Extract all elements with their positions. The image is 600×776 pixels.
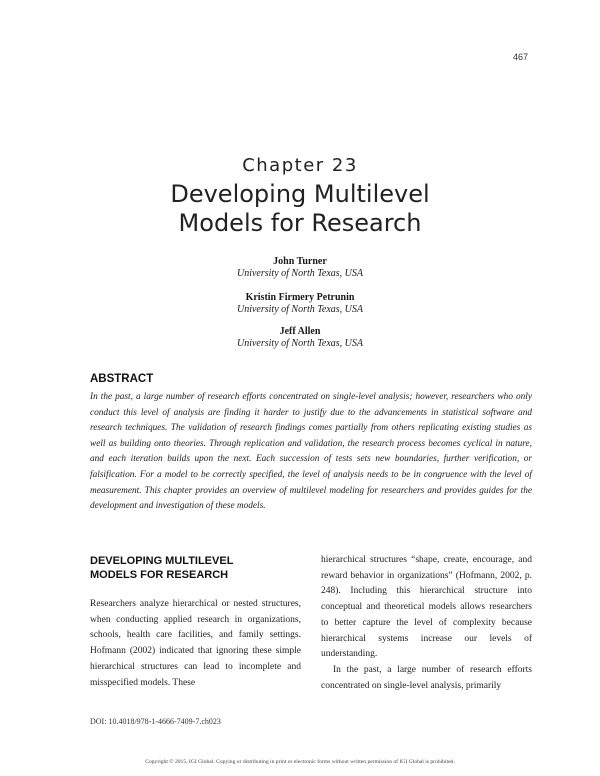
body-paragraph: In the past, a large number of research efforts concentrated on single-level analysis, primarily: [321, 664, 532, 691]
section-heading-line: DEVELOPING MULTILEVEL: [90, 555, 234, 567]
chapter-title-line: Models for Research: [178, 209, 422, 237]
author-affiliation: University of North Texas, USA: [236, 338, 363, 349]
section-heading: [90, 554, 290, 582]
section-heading-line: MODELS FOR RESEARCH: [90, 569, 229, 581]
doi-text: DOI: 10.4018/978-1-4666-7409-7.ch023: [90, 717, 221, 726]
chapter-title-line: Developing Multilevel: [170, 180, 430, 208]
body-column-left: [90, 597, 301, 691]
body-column-right: [321, 553, 532, 694]
chapter-title: [0, 180, 600, 238]
author-name: Kristin Firmery Petrunin: [245, 292, 355, 303]
body-paragraph: hierarchical structures “shape, create, encourage, and reward behavior in organizations” (Hofmann, 2002, p. 248). Including this hierarchical structure into conceptual and theoretical models allows researchers to better capture the level of complexity because hierarchical systems increase our levels of understanding.: [321, 555, 532, 660]
chapter-label: Chapter 23: [242, 155, 358, 176]
author-name: John Turner: [273, 256, 327, 267]
page-number: 467: [512, 52, 528, 62]
copyright-notice: Copyright © 2015, IGI Global. Copying or distributing in print or electronic forms without written permission of IGI Global is prohibited.: [145, 759, 455, 765]
author-block: [0, 292, 600, 316]
abstract-heading: ABSTRACT: [90, 373, 154, 385]
abstract-text: In the past, a large number of research efforts concentrated on single-level analysis; however, researchers who only conduct this level of analysis are finding it harder to justify due to the advancements in statistical software and research techniques. The validation of research findings comes partially from others replicating existing studies as well as building onto theories. Through replication and validation, the research process becomes cyclical in nature, and each iteration builds upon the next. Each succession of tests sets new boundaries, further verification, or falsification. For a model to be correctly specified, the level of analysis needs to be in congruence with the level of measurement. This chapter provides an overview of multilevel modeling for researchers and provides guides for the development and investigation of these models.: [90, 392, 532, 512]
author-affiliation: University of North Texas, USA: [236, 268, 363, 279]
author-block: [0, 326, 600, 350]
author-block: [0, 256, 600, 280]
author-affiliation: University of North Texas, USA: [236, 304, 363, 315]
body-paragraph: Researchers analyze hierarchical or nested structures, when conducting applied research in organizations, schools, health care facilities, and family settings. Hofmann (2002) indicated that ignoring these simple hierarchical structures can lead to incomplete and misspecified models. These: [90, 599, 301, 688]
author-name: Jeff Allen: [279, 326, 321, 337]
